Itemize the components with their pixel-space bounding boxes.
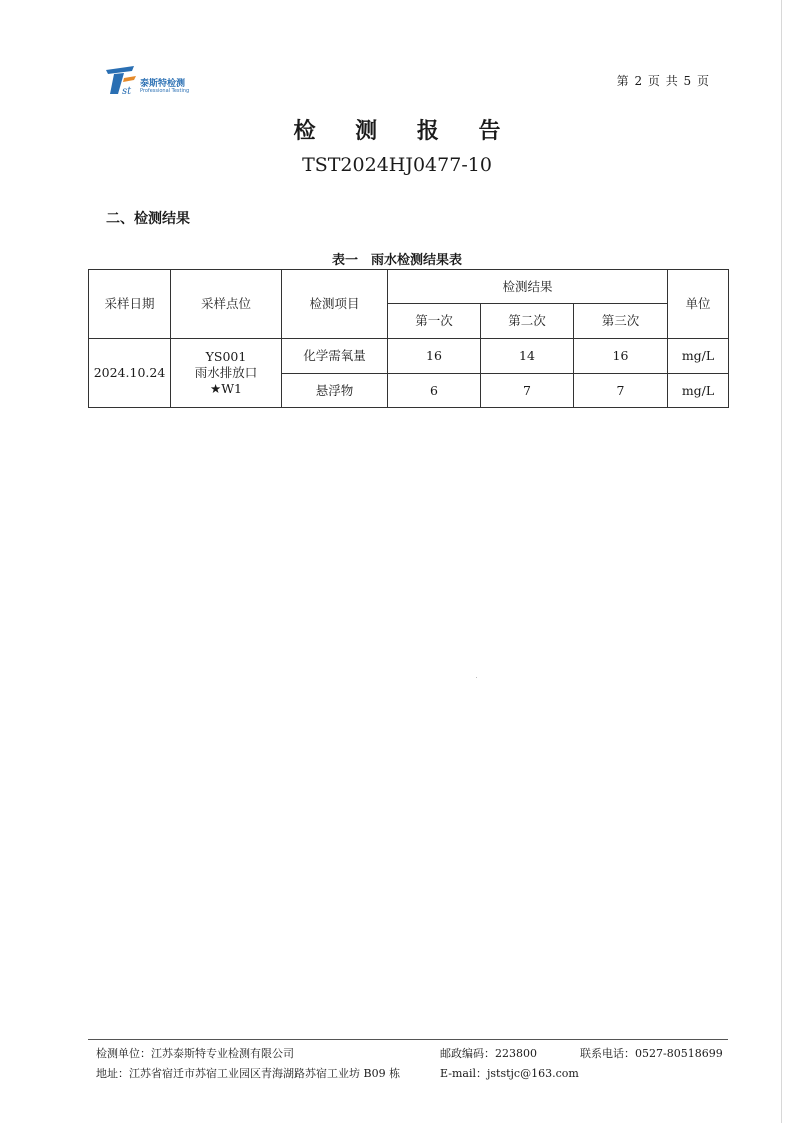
cell-result-3: 7 [574, 374, 668, 408]
header-second: 第二次 [481, 304, 574, 339]
section-heading: 二、检测结果 [106, 211, 190, 227]
header-test-results: 检测结果 [388, 270, 668, 304]
point-marker: ★W1 [209, 381, 242, 396]
footer-postcode: 邮政编码：223800 [440, 1047, 537, 1060]
table-row [89, 339, 729, 374]
footer-address: 地址：江苏省宿迁市苏宿工业园区青海湖路苏宿工业坊 B09 栋 [96, 1067, 401, 1080]
header-first: 第一次 [388, 304, 481, 339]
header-test-item: 检测项目 [282, 270, 388, 339]
scan-speck [476, 677, 477, 678]
results-table [88, 269, 729, 408]
cell-unit: mg/L [668, 374, 729, 408]
header-sampling-point: 采样点位 [171, 270, 282, 339]
cell-item: 悬浮物 [282, 374, 388, 408]
report-number: TST2024HJ0477-10 [302, 154, 492, 176]
footer-email: E-mail：jststjc@163.com [440, 1067, 579, 1080]
header-unit: 单位 [668, 270, 729, 339]
header-sampling-date: 采样日期 [89, 270, 171, 339]
report-title: 检 测 报 告 [293, 119, 517, 144]
cell-result-1: 6 [388, 374, 481, 408]
svg-text:st: st [122, 86, 132, 96]
cell-unit: mg/L [668, 339, 729, 374]
footer-company: 检测单位：江苏泰斯特专业检测有限公司 [96, 1047, 294, 1060]
footer-phone: 联系电话：0527-80518699 [580, 1047, 723, 1060]
cell-result-1: 16 [388, 339, 481, 374]
header-third: 第三次 [574, 304, 668, 339]
footer-divider [88, 1039, 728, 1040]
cell-result-2: 7 [481, 374, 574, 408]
point-code: YS001 [205, 349, 247, 364]
logo-text-cn: 泰斯特检测 [140, 79, 186, 89]
company-logo [104, 64, 214, 98]
cell-date: 2024.10.24 [89, 339, 171, 408]
logo-mark-icon [104, 64, 138, 96]
point-name: 雨水排放口 [194, 365, 258, 380]
cell-result-3: 16 [574, 339, 668, 374]
cell-result-2: 14 [481, 339, 574, 374]
cell-item: 化学需氧量 [282, 339, 388, 374]
logo-text-en: Professional Testing [140, 88, 190, 94]
table-caption: 表一 雨水检测结果表 [331, 253, 462, 268]
cell-sampling-point [171, 339, 282, 408]
page-indicator: 第 2 页 共 5 页 [616, 74, 710, 88]
